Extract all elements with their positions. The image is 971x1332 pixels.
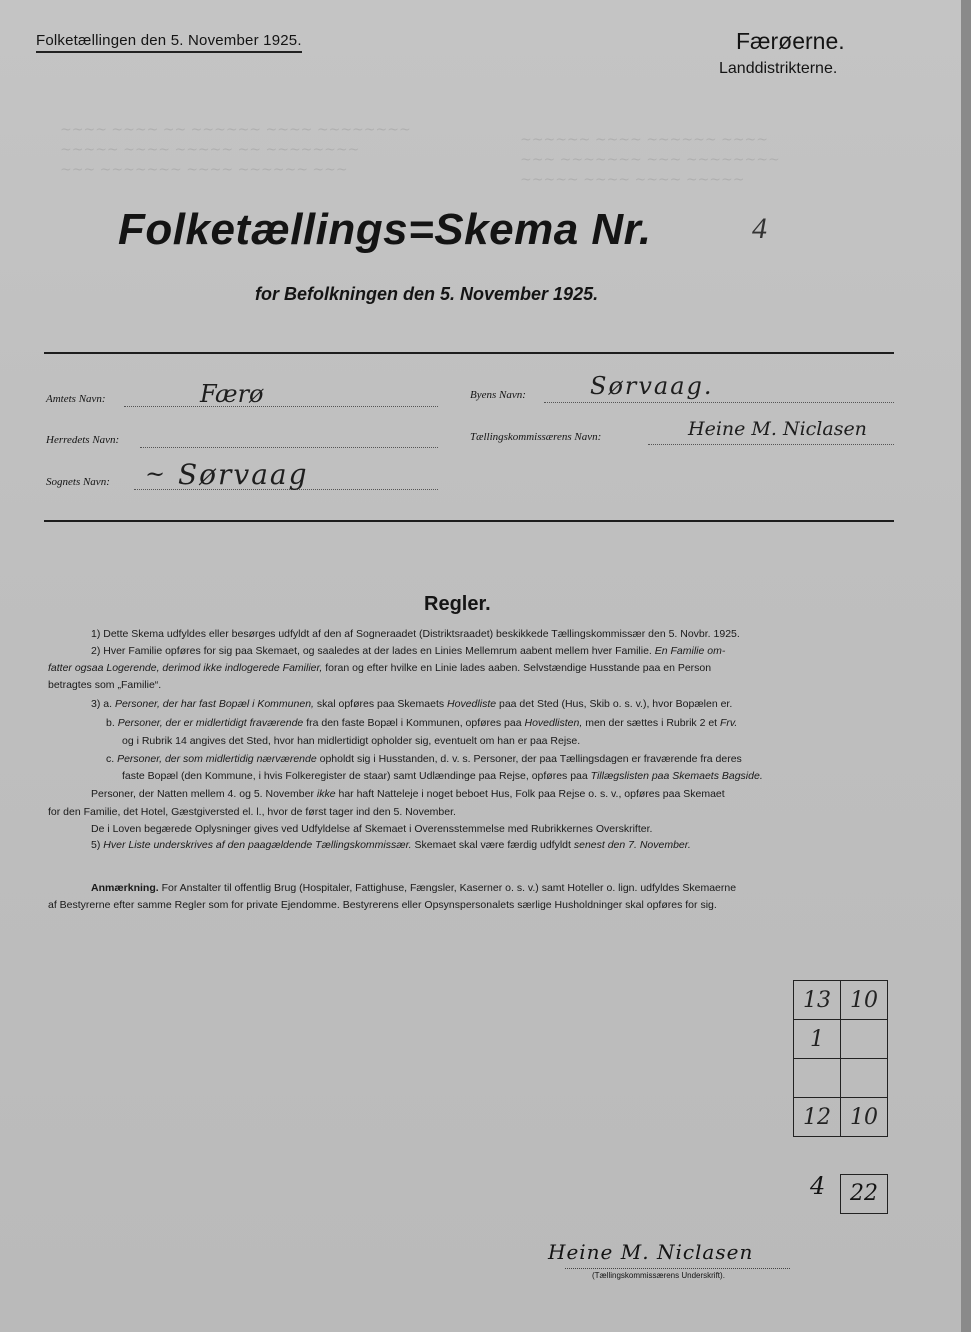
rule-3a-mid: skal opføres paa Skemaets <box>316 698 445 710</box>
rule-2b-text: foran og efter hvilke en Linie lades aaben. Selvstændige Husstande paa en Person <box>325 662 712 674</box>
tally-extra-right[interactable]: 22 <box>840 1174 888 1214</box>
divider-bottom <box>44 520 894 522</box>
page-edge <box>961 0 971 1332</box>
amt-value[interactable]: Færø <box>200 380 264 408</box>
sogn-dash: ~ <box>145 460 166 488</box>
sogn-value[interactable]: Sørvaag <box>178 458 309 491</box>
herred-line <box>140 446 438 448</box>
rule-5: De i Loven begærede Oplysninger gives ved Udfyldelse af Skemaet i Overensstemmelse med Rubrikkernes Overskrifter. <box>91 823 653 835</box>
kommissaer-label: Tællingskommissærens Navn: <box>470 431 602 443</box>
rule-3c2-em: Tillægslisten paa Skemaets Bagside. <box>590 770 763 782</box>
tally-cell[interactable]: 10 <box>841 981 888 1020</box>
tally-row <box>794 981 888 1020</box>
rules-heading: Regler. <box>424 593 491 615</box>
herred-label: Herredets Navn: <box>46 434 120 446</box>
sogn-label: Sognets Navn: <box>46 476 110 488</box>
divider-top <box>44 352 894 354</box>
rule-6-pre: 5) <box>91 839 101 851</box>
signature-caption: (Tællingskommissærens Underskrift). <box>592 1271 725 1280</box>
note-text-1: For Anstalter til offentlig Brug (Hospitaler, Fattighuse, Fængsler, Kaserner o. s. v.) samt Hoteller o. lign. udfyldes Skemaerne <box>161 882 737 894</box>
rule-4-line-1 <box>91 787 725 801</box>
rule-2-line-2 <box>48 661 711 675</box>
rule-3c-line-2 <box>122 769 763 783</box>
tally-cell[interactable]: 12 <box>794 1098 841 1137</box>
tally-cell[interactable]: 1 <box>794 1020 841 1059</box>
rule-3b <box>106 716 737 730</box>
bleed-through-texture-2: ~~~~~~ ~~~~ ~~~~~~ ~~~~ ~~~ ~~~~~~~ ~~~ ~~~~~~~~ ~~~~~ ~~~~ ~~~~ ~~~~~ <box>520 132 780 188</box>
rule-6 <box>91 838 691 852</box>
tally-row <box>794 1098 888 1137</box>
rule-6-em: Hver Liste underskrives af den paagældende Tællingskommissær. <box>103 839 412 851</box>
rule-3b-em: Personer, der er midlertidigt fraværende <box>117 717 304 729</box>
rule-3b-em2: Hovedlisten, <box>524 717 583 729</box>
rule-3b-post: men der sættes i Rubrik 2 et <box>585 717 718 729</box>
kommissaer-value[interactable]: Heine M. Niclasen <box>688 418 867 440</box>
signature[interactable]: Heine M. Niclasen <box>548 1240 754 1264</box>
by-line <box>544 401 894 403</box>
note-label: Anmærkning. <box>91 882 159 894</box>
amt-label: Amtets Navn: <box>46 393 106 405</box>
rule-2b-em: fatter ogsaa Logerende, derimod ikke indlogerede Familier, <box>48 662 323 674</box>
rule-4-post: har haft Natteleje i noget beboet Hus, Folk paa Rejse o. s. v., opføres paa Skemaet <box>338 788 725 800</box>
tally-extra-left: 4 <box>810 1172 826 1200</box>
form-subtitle: for Befolkningen den 5. November 1925. <box>255 284 599 304</box>
rule-3c-pre: c. <box>106 753 115 765</box>
rule-2-line-3: betragtes som „Familie“. <box>48 679 162 691</box>
tally-cell[interactable]: 13 <box>794 981 841 1020</box>
rule-3a-em: Personer, der har fast Bopæl i Kommunen, <box>114 698 314 710</box>
rule-3b-mid: fra den faste Bopæl i Kommunen, opføres paa <box>306 717 522 729</box>
tally-cell[interactable]: 10 <box>841 1098 888 1137</box>
header-region: Færøerne. <box>736 28 845 54</box>
form-number-handwritten: 4 <box>752 212 767 245</box>
rule-2-em: En Familie om- <box>654 645 726 657</box>
rule-1: 1) Dette Skema udfyldes eller besørges udfyldt af den af Sogneraadet (Distriktsraadet) beskikkede Tællingskommissær den 5. Novbr. 1925. <box>91 628 740 640</box>
tally-row <box>794 1059 888 1098</box>
note-line-2: af Bestyrerne efter samme Regler som for private Ejendomme. Bestyrerens eller Opsynspersonalets særlige Husholdninger skal opføres for sig. <box>48 899 717 911</box>
rule-6-mid: Skemaet skal være færdig udfyldt <box>414 839 571 851</box>
rule-4-text: Personer, der Natten mellem 4. og 5. November <box>91 788 314 800</box>
by-value[interactable]: Sørvaag. <box>590 372 714 400</box>
signature-line <box>565 1268 790 1269</box>
tally-table <box>793 980 888 1137</box>
rule-4-em: ikke <box>316 788 336 800</box>
header-district: Landdistrikterne. <box>719 60 838 77</box>
tally-cell[interactable] <box>841 1020 888 1059</box>
tally-cell[interactable] <box>841 1059 888 1098</box>
amt-line <box>124 405 438 407</box>
rule-4-line-2: for den Familie, det Hotel, Gæstgiversted el. l., hvor de først tager ind den 5. November. <box>48 806 456 818</box>
rule-3a <box>91 697 732 711</box>
rule-3b-pre: b. <box>106 717 115 729</box>
rule-3b-em3: Frv. <box>720 717 738 729</box>
rule-3c-em: Personer, der som midlertidig nærværende <box>117 753 317 765</box>
rule-6-em2: senest den 7. November. <box>573 839 691 851</box>
rule-3c <box>106 752 742 766</box>
rule-3a-post: paa det Sted (Hus, Skib o. s. v.), hvor Bopælen er. <box>499 698 733 710</box>
rule-3a-pre: 3) a. <box>91 698 113 710</box>
rule-2-text: 2) Hver Familie opføres for sig paa Skemaet, og saaledes at der lades en Linies Mellemrum aabent mellem hver Familie. <box>91 645 652 657</box>
tally-cell[interactable] <box>794 1059 841 1098</box>
rule-3c-post: opholdt sig i Husstanden, d. v. s. Personer, der paa Tællingsdagen er fraværende fra deres <box>319 753 742 765</box>
kommissaer-line <box>648 443 894 445</box>
bleed-through-texture: ~~~~ ~~~~ ~~ ~~~~~~ ~~~~ ~~~~~~~~ ~~~~~ ~~~~ ~~~~~ ~~ ~~~~~~~~ ~~~ ~~~~~~~ ~~~~ ~~~~~~ ~~~ <box>60 122 411 178</box>
tally-row <box>794 1020 888 1059</box>
note-line-1 <box>91 881 736 895</box>
rule-2-line-1 <box>91 644 725 658</box>
rule-3b-line-2: og i Rubrik 14 angives det Sted, hvor han midlertidigt opholder sig, eventuelt om han er paa Rejse. <box>122 735 581 747</box>
rule-3c2-text: faste Bopæl (den Kommune, i hvis Folkeregister de staar) samt Udlændinge paa Rejse, opføres paa <box>122 770 588 782</box>
header-census-date: Folketællingen den 5. November 1925. <box>36 32 302 53</box>
form-title: Folketællings=Skema Nr. <box>118 205 652 254</box>
by-label: Byens Navn: <box>470 389 526 401</box>
rule-3a-em2: Hovedliste <box>447 698 497 710</box>
